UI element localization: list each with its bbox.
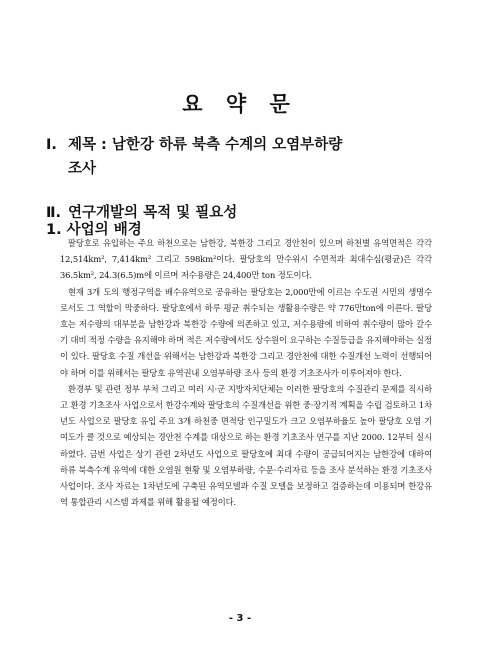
section-1-title-cont: 조사 <box>68 161 97 177</box>
section-1-title: 제목 : 남한강 하류 북측 수계의 오염부하량 <box>68 137 343 153</box>
body-text <box>60 235 432 510</box>
section-1-heading <box>46 133 446 181</box>
paragraph: 환경부 및 관련 정부 부처 그리고 여러 시·군 지방자치단체는 이러한 팔당호의 수질관리 문제를 직시하고 환경 기초조사 사업으로서 한강수계와 팔당호의 수질개선을 위한 중·장기적 계획을 수립 검토하고 1차년도 사업으로 팔당호 유입 주요 3개 하천중 면적당 인구밀도가 크고 오염부하율도 높아 팔당호 오염 기여도가 클 것으로 예상되는 경안천 수계를 대상으로 하는 환경 기초조사 연구를 지난 2000. 12부터 실시하였다. 금번 사업은 상기 관련 2차년도 사업으로 팔당호에 최대 수량이 공급되어지는 남한강에 대하여 하류 북측수계 유역에 대한 오염원 현황 및 오염부하량, 수문·수리자료 등을 조사 분석하는 환경 기초조사 사업이다. 조사 자료는 1차년도에 구축된 유역모델과 수질 모델을 보정하고 검증하는데 이용되며 한강유역 통합관리 시스템 과제를 위해 활용될 예정이다. <box>60 383 432 508</box>
section-2-number: Ⅱ. <box>46 205 62 221</box>
paragraph: 팔당호로 유입하는 주요 하천으로는 남한강, 북한강 그리고 경안천이 있으며 하천별 유역면적은 각각 12,514km², 7,414km² 그리고 598km²이다. 팔당호의 만수위시 수면적과 최대수심(평균)은 각각 36.5km², 24.3(6.5)m에 이르며 저수용량은 24,400만 ton 정도이다. <box>60 238 432 281</box>
section-1-number: Ⅰ. <box>46 137 57 153</box>
subsection-1-heading: 1. 사업의 배경 <box>46 222 142 238</box>
section-2-title: 연구개발의 목적 및 필요성 <box>68 205 238 221</box>
page-number: - 3 - <box>228 613 252 624</box>
paragraph: 현재 3개 도의 행정구역을 배수유역으로 공유하는 팔당호는 2,000만에 이르는 수도권 시민의 생명수로서도 그 역할이 막중하다. 팔당호에서 하루 평균 취수되는 생활용수량은 약 776만ton에 이른다. 팔당호는 저수량의 대부분을 남한강과 북한강 수량에 의존하고 있고, 저수용량에 비하여 취수량이 많아 갈수기 대비 적정 수량을 유지해야 하며 적은 저수량에서도 상수원이 요구하는 수질등급을 유지해야하는 실정이 있다. 팔당호 수질 개선을 위해서는 남한강과 북한강 그리고 경안천에 대한 수질개선 노력이 선행되어야 하며 이를 위해서는 팔당호 유역권내 오염부하량 조사 등의 환경 기초조사가 이루어져야 한다. <box>60 286 432 378</box>
page-title: 요 약 문 <box>182 92 298 116</box>
